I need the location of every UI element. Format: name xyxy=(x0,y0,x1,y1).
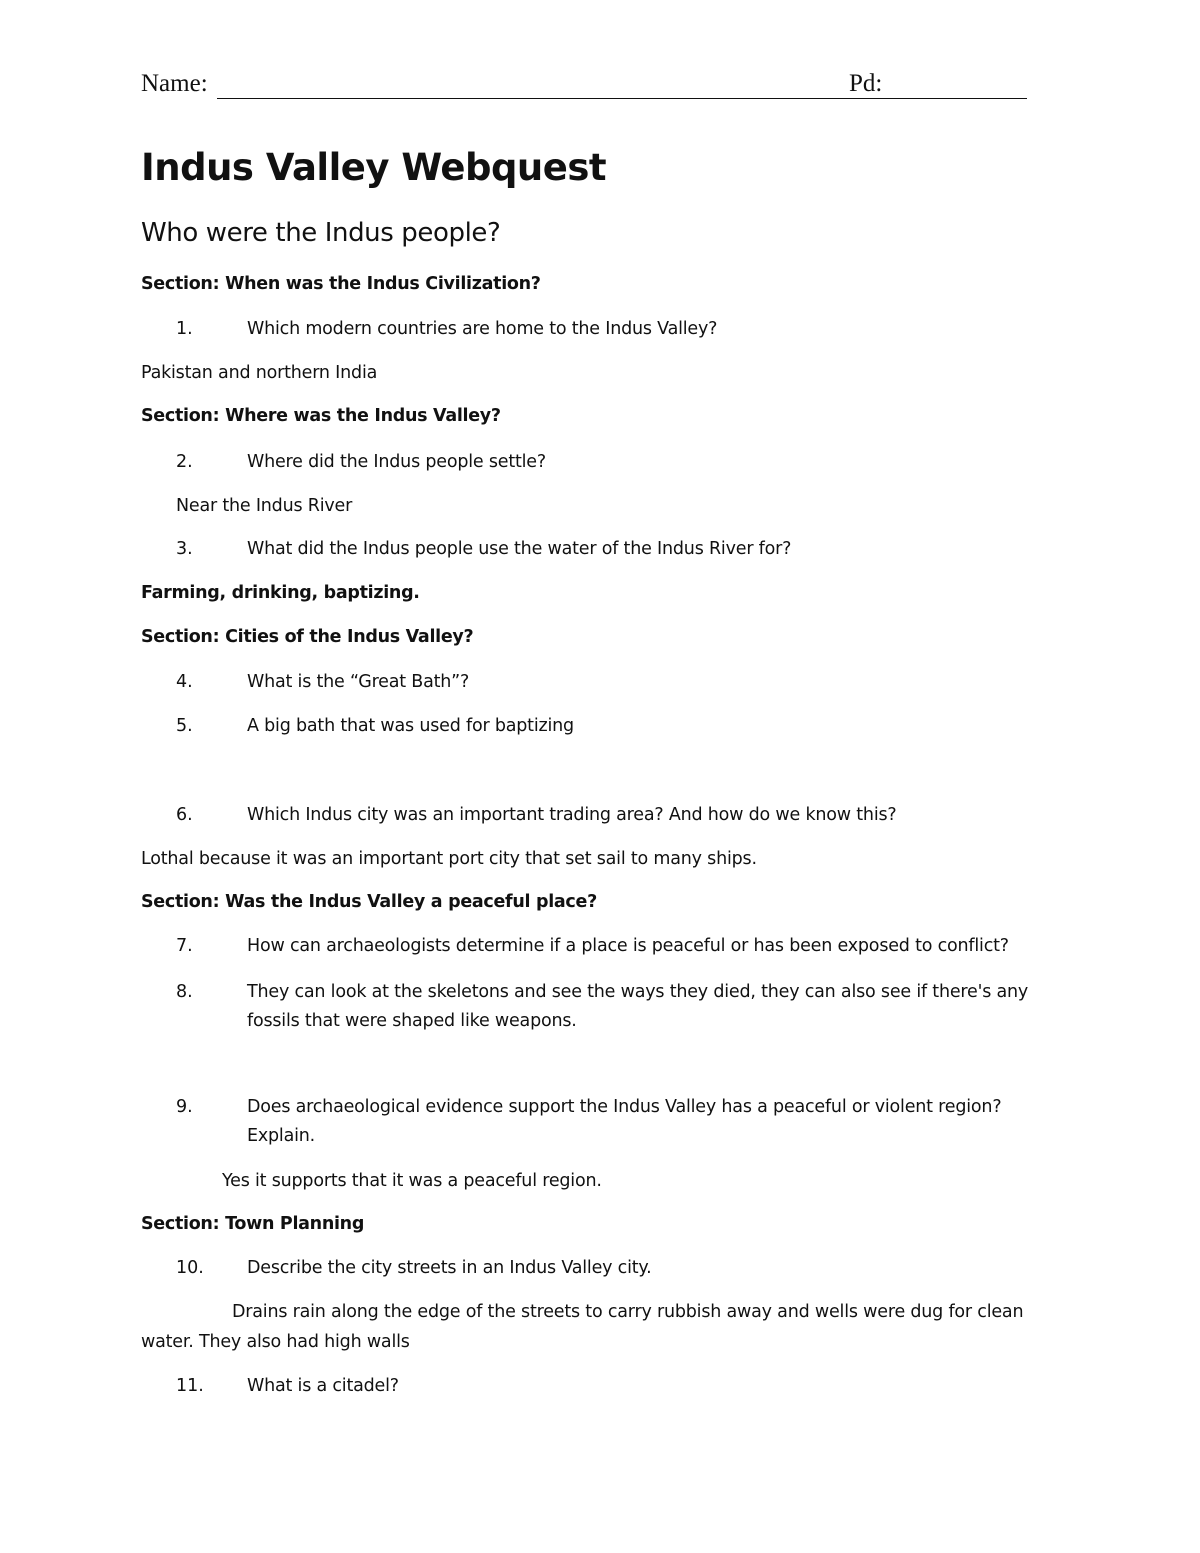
pd-blank-line xyxy=(891,98,1027,99)
name-row xyxy=(141,70,1041,104)
question-number: 11. xyxy=(176,1376,204,1396)
section-heading: Section: When was the Indus Civilization? xyxy=(141,274,541,294)
answer-text: Yes it supports that it was a peaceful region. xyxy=(222,1171,602,1191)
question-text: A big bath that was used for baptizing xyxy=(247,716,574,736)
question-text-continued: Explain. xyxy=(247,1126,316,1146)
answer-text: Drains rain along the edge of the streets to carry rubbish away and wells were dug for clean xyxy=(232,1302,1024,1322)
question-number: 10. xyxy=(176,1258,204,1278)
question-text: What is the “Great Bath”? xyxy=(247,672,470,692)
name-blank-line xyxy=(217,98,941,99)
name-label: Name: xyxy=(141,70,208,97)
answer-text-continued: water. They also had high walls xyxy=(141,1332,410,1352)
question-number: 4. xyxy=(176,672,193,692)
question-text: Which modern countries are home to the Indus Valley? xyxy=(247,319,718,339)
question-number: 7. xyxy=(176,936,193,956)
question-text: Describe the city streets in an Indus Valley city. xyxy=(247,1258,652,1278)
question-text: They can look at the skeletons and see the ways they died, they can also see if there's any xyxy=(247,982,1029,1002)
question-number: 2. xyxy=(176,452,193,472)
question-text: What is a citadel? xyxy=(247,1376,399,1396)
question-text-continued: fossils that were shaped like weapons. xyxy=(247,1011,577,1031)
question-number: 9. xyxy=(176,1097,193,1117)
question-text: Where did the Indus people settle? xyxy=(247,452,546,472)
section-heading: Section: Where was the Indus Valley? xyxy=(141,406,501,426)
pd-label: Pd: xyxy=(849,70,883,97)
question-number: 1. xyxy=(176,319,193,339)
question-number: 6. xyxy=(176,805,193,825)
question-number: 5. xyxy=(176,716,193,736)
page-subtitle: Who were the Indus people? xyxy=(141,218,501,248)
question-text: Does archaeological evidence support the Indus Valley has a peaceful or violent region? xyxy=(247,1097,1002,1117)
question-text: Which Indus city was an important trading area? And how do we know this? xyxy=(247,805,897,825)
page-title: Indus Valley Webquest xyxy=(141,146,607,189)
question-text: What did the Indus people use the water of the Indus River for? xyxy=(247,539,792,559)
answer-text: Near the Indus River xyxy=(176,496,353,516)
answer-text: Lothal because it was an important port city that set sail to many ships. xyxy=(141,849,757,869)
section-heading: Section: Cities of the Indus Valley? xyxy=(141,627,474,647)
section-heading: Section: Was the Indus Valley a peaceful place? xyxy=(141,892,597,912)
section-heading: Section: Town Planning xyxy=(141,1214,365,1234)
question-text: How can archaeologists determine if a place is peaceful or has been exposed to conflict? xyxy=(247,936,1009,956)
answer-text: Farming, drinking, baptizing. xyxy=(141,583,420,603)
question-number: 8. xyxy=(176,982,193,1002)
question-number: 3. xyxy=(176,539,193,559)
answer-text: Pakistan and northern India xyxy=(141,363,378,383)
